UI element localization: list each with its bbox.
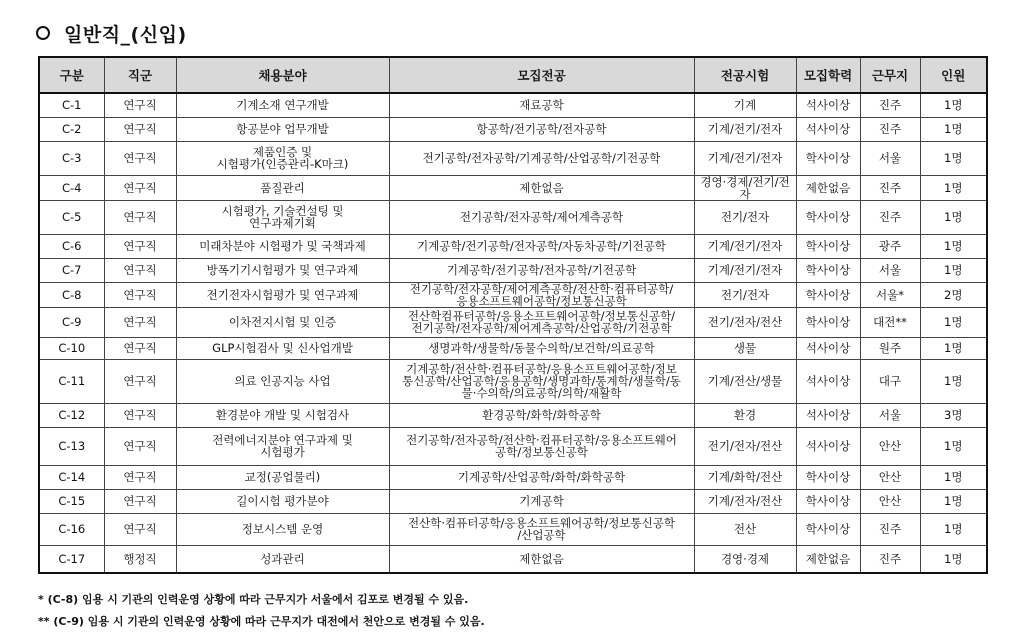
major-cell: 전산학컴퓨터공학/응용소프트웨어공학/정보통신공학/ 전기공학/전자공학/제어계측공학/산업공학/기전공학 [389,307,694,337]
headcount-cell: 1명 [920,307,987,337]
headcount-cell: 1명 [920,175,987,200]
education-cell: 석사이상 [796,359,860,403]
exam-cell: 기계/전산/생물 [694,359,796,403]
location-cell: 서울 [860,141,920,175]
table-row [39,200,987,234]
headcount-cell: 1명 [920,489,987,513]
table-row [39,93,987,117]
job-group-cell: 연구직 [104,234,176,258]
education-cell: 학사이상 [796,200,860,234]
major-cell: 전기공학/전자공학/제어계측공학 [389,200,694,234]
header-cell: 채용분야 [176,57,389,93]
headcount-cell: 1명 [920,234,987,258]
headcount-cell: 3명 [920,403,987,427]
education-cell: 학사이상 [796,489,860,513]
exam-cell: 기계/화학/전산 [694,465,796,489]
exam-cell: 기계/전자/전산 [694,489,796,513]
table-row [39,175,987,200]
exam-cell: 기계/전기/전자 [694,117,796,141]
field-cell: 기계소재 연구개발 [176,93,389,117]
field-cell: GLP시험검사 및 신사업개발 [176,337,389,359]
job-group-cell: 연구직 [104,200,176,234]
row-id-cell: C-6 [39,234,104,258]
headcount-cell: 1명 [920,465,987,489]
field-cell: 전력에너지분야 연구과제 및 시험평가 [176,427,389,465]
job-group-cell: 연구직 [104,489,176,513]
circle-bullet-icon [36,26,50,40]
location-cell: 안산 [860,427,920,465]
major-cell: 전기공학/전자공학/기계공학/산업공학/기전공학 [389,141,694,175]
row-id-cell: C-13 [39,427,104,465]
table-row [39,489,987,513]
headcount-cell: 1명 [920,359,987,403]
field-cell: 성과관리 [176,545,389,573]
footnotes [38,589,485,633]
row-id-cell: C-10 [39,337,104,359]
row-id-cell: C-7 [39,258,104,282]
field-cell: 이차전지시험 및 인증 [176,307,389,337]
location-cell: 진주 [860,93,920,117]
exam-cell: 기계/전기/전자 [694,141,796,175]
location-cell: 진주 [860,175,920,200]
field-cell: 항공분야 업무개발 [176,117,389,141]
row-id-cell: C-9 [39,307,104,337]
header-cell: 인원 [920,57,987,93]
major-cell: 기계공학/산업공학/화학/화학공학 [389,465,694,489]
field-cell: 제품인증 및 시험평가(인증관리-K마크) [176,141,389,175]
field-cell: 정보시스템 운영 [176,513,389,545]
exam-cell: 전기/전자 [694,282,796,307]
header-cell: 구분 [39,57,104,93]
field-cell: 길이시험 평가분야 [176,489,389,513]
location-cell: 진주 [860,200,920,234]
major-cell: 기계공학/전기공학/전자공학/자동차공학/기전공학 [389,234,694,258]
field-cell: 의료 인공지능 사업 [176,359,389,403]
table-row [39,403,987,427]
table-row [39,117,987,141]
job-group-cell: 연구직 [104,427,176,465]
field-cell: 시험평가, 기술컨설팅 및 연구과제기획 [176,200,389,234]
row-id-cell: C-3 [39,141,104,175]
location-cell: 서울* [860,282,920,307]
headcount-cell: 1명 [920,545,987,573]
row-id-cell: C-8 [39,282,104,307]
location-cell: 원주 [860,337,920,359]
location-cell: 진주 [860,117,920,141]
footnote: ** (C-9) 임용 시 기관의 인력운영 상황에 따라 근무지가 대전에서 천안으로 변경될 수 있음. [38,615,485,628]
major-cell: 전기공학/전자공학/제어계측공학/전산학·컴퓨터공학/ 응용소프트웨어공학/정보통신공학 [389,282,694,307]
row-id-cell: C-15 [39,489,104,513]
table-row [39,427,987,465]
header-cell: 직군 [104,57,176,93]
table-row [39,513,987,545]
major-cell: 항공학/전기공학/전자공학 [389,117,694,141]
table-row [39,234,987,258]
education-cell: 학사이상 [796,513,860,545]
job-group-cell: 연구직 [104,359,176,403]
major-cell: 전기공학/전자공학/전산학·컴퓨터공학/응용소프트웨어 공학/정보통신공학 [389,427,694,465]
row-id-cell: C-2 [39,117,104,141]
recruitment-table [38,56,988,574]
row-id-cell: C-11 [39,359,104,403]
table-row [39,258,987,282]
headcount-cell: 1명 [920,117,987,141]
major-cell: 제한없음 [389,175,694,200]
location-cell: 진주 [860,545,920,573]
job-group-cell: 연구직 [104,258,176,282]
field-cell: 방폭기기시험평가 및 연구과제 [176,258,389,282]
job-group-cell: 연구직 [104,117,176,141]
headcount-cell: 2명 [920,282,987,307]
row-id-cell: C-4 [39,175,104,200]
major-cell: 환경공학/화학/화학공학 [389,403,694,427]
headcount-cell: 1명 [920,337,987,359]
education-cell: 학사이상 [796,234,860,258]
row-id-cell: C-12 [39,403,104,427]
location-cell: 광주 [860,234,920,258]
field-cell: 교정(공업물리) [176,465,389,489]
job-group-cell: 연구직 [104,282,176,307]
major-cell: 기계공학 [389,489,694,513]
location-cell: 대전** [860,307,920,337]
education-cell: 학사이상 [796,465,860,489]
location-cell: 서울 [860,403,920,427]
exam-cell: 경영·경제/전기/전자 [694,175,796,200]
row-id-cell: C-16 [39,513,104,545]
job-group-cell: 연구직 [104,175,176,200]
section-title-text: 일반직_(신입) [64,23,187,46]
education-cell: 석사이상 [796,337,860,359]
row-id-cell: C-14 [39,465,104,489]
table-row [39,307,987,337]
exam-cell: 기계/전기/전자 [694,234,796,258]
exam-cell: 전기/전자/전산 [694,427,796,465]
education-cell: 학사이상 [796,282,860,307]
headcount-cell: 1명 [920,93,987,117]
education-cell: 석사이상 [796,117,860,141]
section-title [36,20,187,46]
major-cell: 기계공학/전기공학/전자공학/기전공학 [389,258,694,282]
major-cell: 제한없음 [389,545,694,573]
exam-cell: 전산 [694,513,796,545]
job-group-cell: 연구직 [104,141,176,175]
header-cell: 모집학력 [796,57,860,93]
job-group-cell: 연구직 [104,513,176,545]
major-cell: 전산학·컴퓨터공학/응용소프트웨어공학/정보통신공학 /산업공학 [389,513,694,545]
education-cell: 제한없음 [796,545,860,573]
education-cell: 학사이상 [796,307,860,337]
field-cell: 미래차분야 시험평가 및 국책과제 [176,234,389,258]
header-cell: 전공시험 [694,57,796,93]
major-cell: 생명과학/생물학/동물수의학/보건학/의료공학 [389,337,694,359]
row-id-cell: C-1 [39,93,104,117]
field-cell: 전기전자시험평가 및 연구과제 [176,282,389,307]
exam-cell: 경영·경제 [694,545,796,573]
exam-cell: 환경 [694,403,796,427]
headcount-cell: 1명 [920,200,987,234]
table-row [39,282,987,307]
table-header-row [39,57,987,93]
location-cell: 서울 [860,258,920,282]
exam-cell: 기계 [694,93,796,117]
location-cell: 안산 [860,489,920,513]
footnote: * (C-8) 임용 시 기관의 인력운영 상황에 따라 근무지가 서울에서 김포로 변경될 수 있음. [38,593,469,606]
education-cell: 학사이상 [796,258,860,282]
row-id-cell: C-17 [39,545,104,573]
headcount-cell: 1명 [920,141,987,175]
row-id-cell: C-5 [39,200,104,234]
exam-cell: 생물 [694,337,796,359]
education-cell: 석사이상 [796,403,860,427]
major-cell: 재료공학 [389,93,694,117]
education-cell: 석사이상 [796,93,860,117]
headcount-cell: 1명 [920,513,987,545]
table-row [39,465,987,489]
field-cell: 품질관리 [176,175,389,200]
location-cell: 대구 [860,359,920,403]
major-cell: 기계공학/전산학·컴퓨터공학/응용소프트웨어공학/정보 통신공학/산업공학/응용공학/생명과학/통계학/생물학/동 물·수의학/의료공학/의학/재활학 [389,359,694,403]
table-row [39,337,987,359]
job-group-cell: 행정직 [104,545,176,573]
location-cell: 진주 [860,513,920,545]
education-cell: 제한없음 [796,175,860,200]
location-cell: 안산 [860,465,920,489]
headcount-cell: 1명 [920,427,987,465]
job-group-cell: 연구직 [104,403,176,427]
job-group-cell: 연구직 [104,337,176,359]
education-cell: 학사이상 [796,141,860,175]
headcount-cell: 1명 [920,258,987,282]
table-row [39,545,987,573]
header-cell: 모집전공 [389,57,694,93]
education-cell: 석사이상 [796,427,860,465]
table-row [39,359,987,403]
job-group-cell: 연구직 [104,465,176,489]
exam-cell: 전기/전자/전산 [694,307,796,337]
job-group-cell: 연구직 [104,93,176,117]
table-row [39,141,987,175]
job-group-cell: 연구직 [104,307,176,337]
header-cell: 근무지 [860,57,920,93]
exam-cell: 전기/전자 [694,200,796,234]
field-cell: 환경분야 개발 및 시험검사 [176,403,389,427]
exam-cell: 기계/전기/전자 [694,258,796,282]
